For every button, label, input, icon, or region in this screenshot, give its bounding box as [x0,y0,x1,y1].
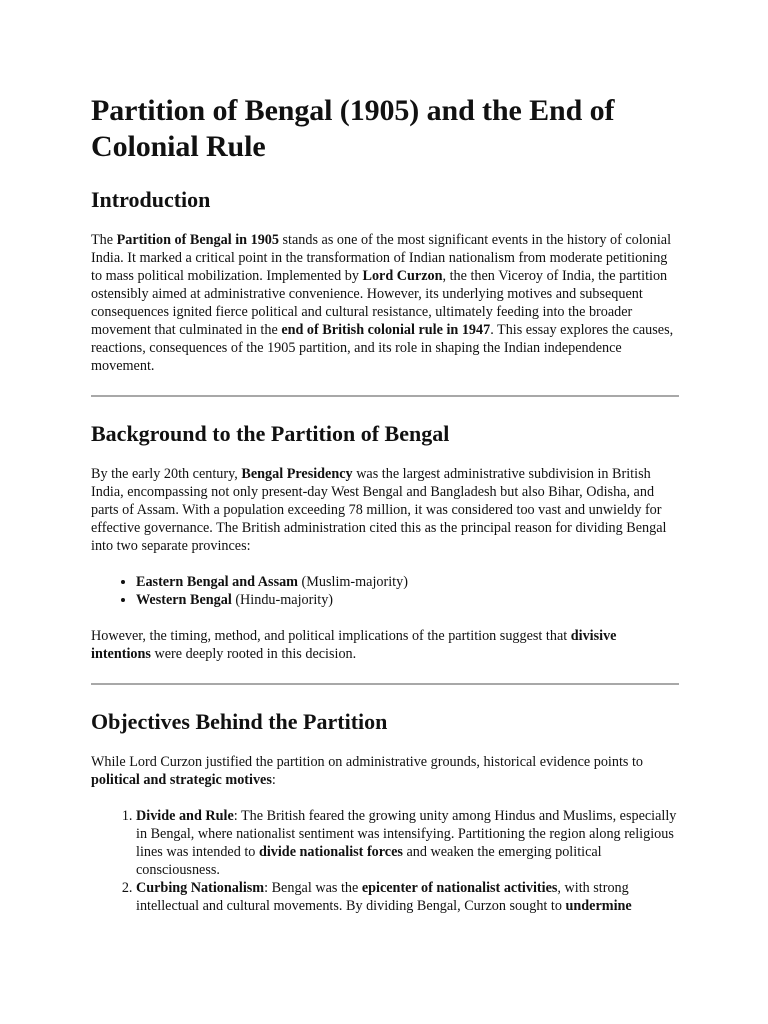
bold-text: Western Bengal [136,592,232,608]
list-item [136,573,679,591]
introduction-heading: Introduction [91,187,211,212]
text-run: stands as one of the most significant events in the history of colonial India. It marked a critical point in the transformation of Indian nationalism from moderate petitioning to mass political mobilization. Implemented by [91,232,672,284]
text-run: (Muslim-majority) [298,574,408,590]
text-run: The [91,232,117,248]
bold-text: divide nationalist forces [258,844,403,860]
objectives-list [91,807,679,915]
objectives-heading: Objectives Behind the Partition [91,709,388,734]
text-run: was the largest administrative subdivision in British India, encompassing not only present-day West Bengal and Bangladesh but also Bihar, Odisha, and parts of Assam. With a population exceeding 78 million, it was considered too vast and unwieldy for effective governance. The British administration cited this as the principal reason for dividing Bengal into two separate provinces: [91,466,667,554]
text-run: : Bengal was the [264,880,362,896]
bold-text: Bengal Presidency [241,466,353,482]
page-title: Partition of Bengal (1905) and the End of Colonial Rule [91,94,615,163]
text-run: and weaken the emerging political consciousness. [136,844,602,878]
list-item [136,807,679,879]
text-run: While Lord Curzon justified the partition on administrative grounds, historical evidence points to [91,754,644,770]
bold-text: divisive intentions [91,628,617,662]
bold-text: Curbing Nationalism [136,880,265,896]
text-run: were deeply rooted in this decision. [150,646,357,662]
bold-text: undermine [565,898,632,914]
document-page [91,93,679,915]
bold-text: Partition of Bengal in 1905 [116,232,279,248]
list-item [136,879,679,915]
text-run: . This essay explores the causes, reactions, consequences of the 1905 partition, and its role in shaping the Indian independence movement. [91,322,674,374]
section-divider [91,395,679,397]
text-run: , the then Viceroy of India, the partition ostensibly aimed at administrative convenience. However, its underlying motives and subsequent consequences ignited fierce political and cultural resistance, ultimately feeding into the broader movement that culminated in the [91,268,668,338]
introduction-paragraph [91,231,679,375]
bold-text: Eastern Bengal and Assam [136,574,298,590]
provinces-list [91,573,679,609]
bold-text: Lord Curzon [362,268,443,284]
bold-text: political and strategic motives [91,772,272,788]
bold-text: Divide and Rule [136,808,234,824]
bold-text: end of British colonial rule in 1947 [281,322,491,338]
text-run: , with strong intellectual and cultural movements. By dividing Bengal, Curzon sought to [136,880,629,914]
background-conclusion-paragraph [91,627,679,663]
text-run: (Hindu-majority) [231,592,334,608]
bold-text: epicenter of nationalist activities [361,880,558,896]
background-paragraph [91,465,679,555]
text-run: However, the timing, method, and political implications of the partition suggest that [91,628,571,644]
text-run: : The British feared the growing unity among Hindus and Muslims, especially in Bengal, where nationalist sentiment was intensifying. Partitioning the region along religious lines was intended to [136,808,677,860]
section-divider [91,683,679,685]
objectives-paragraph [91,753,679,789]
text-run: : [271,772,276,788]
text-run: By the early 20th century, [91,466,242,482]
list-item [136,591,679,609]
background-heading: Background to the Partition of Bengal [91,421,450,446]
